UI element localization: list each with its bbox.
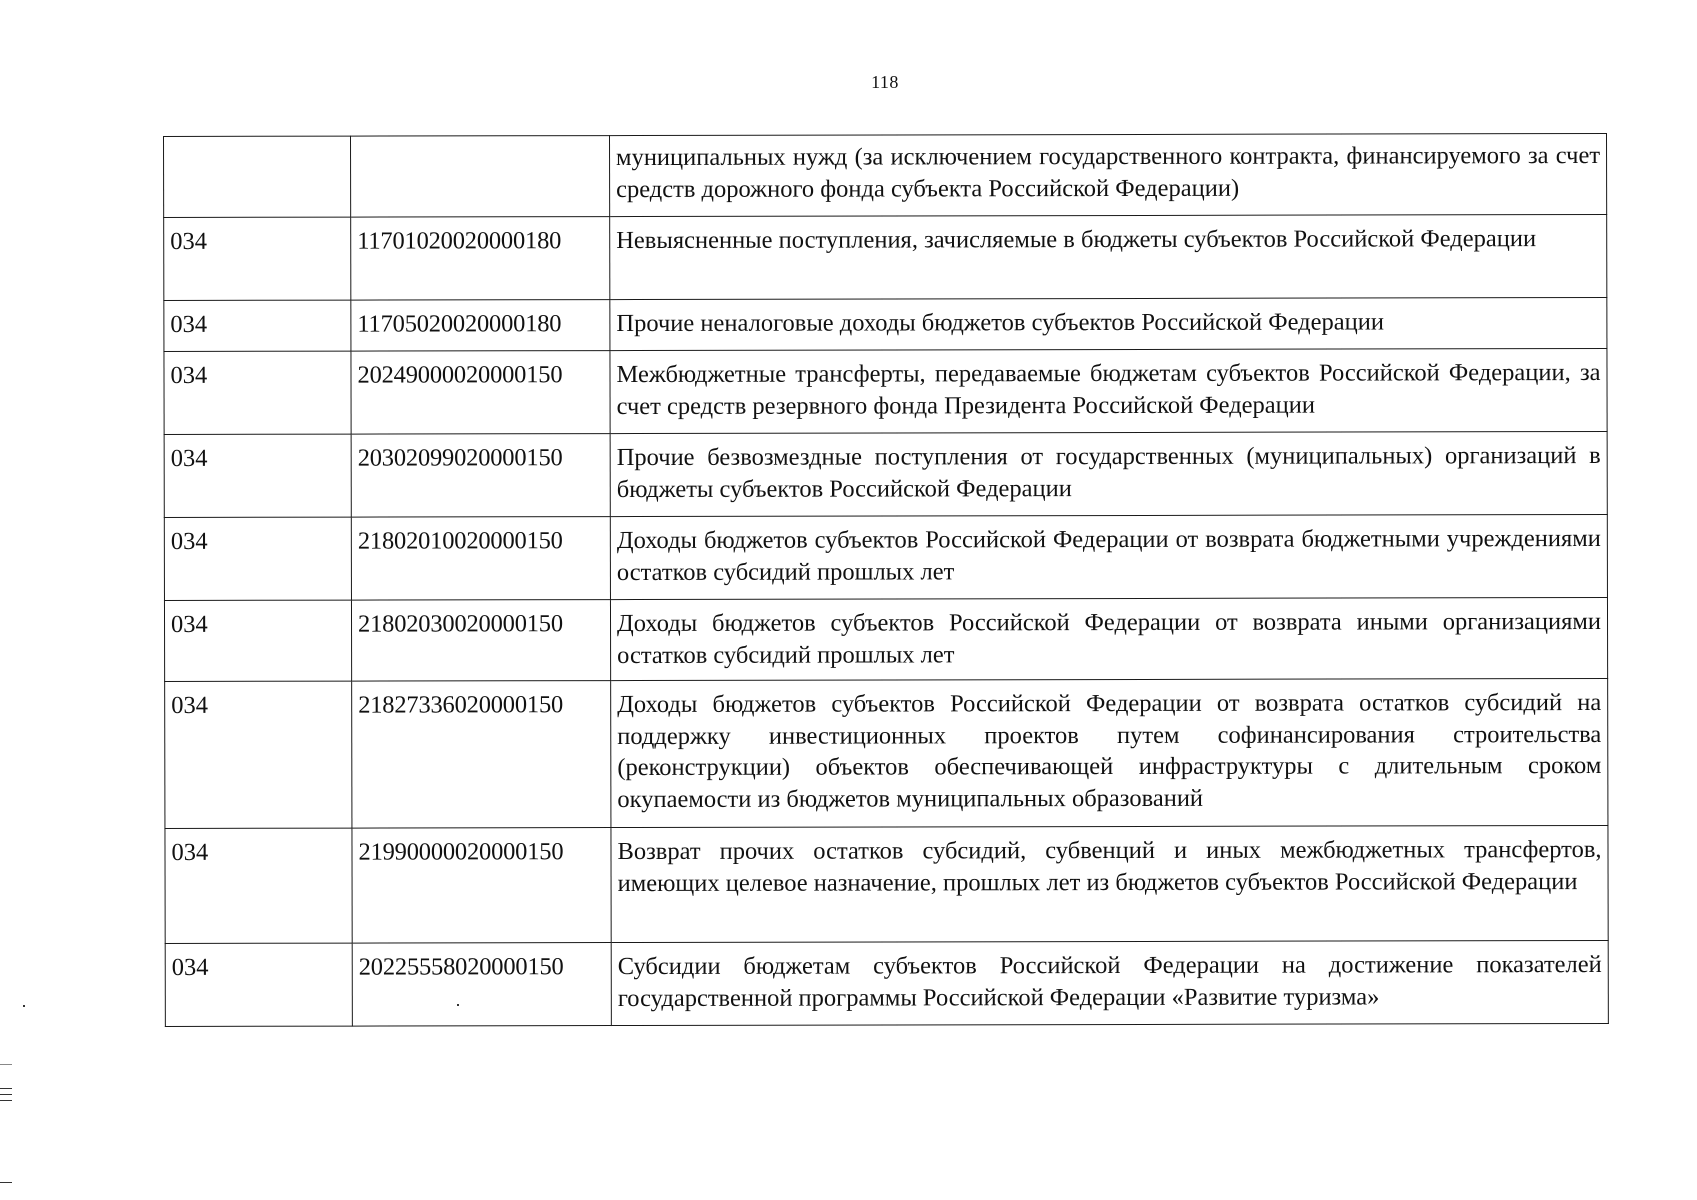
scan-artifact-line (0, 1088, 12, 1089)
page-number: 118 (871, 72, 899, 92)
table-row (164, 597, 1607, 681)
budget-code-cell: 11701020020000180 (351, 217, 610, 301)
table-row (164, 431, 1607, 517)
admin-code-cell: 034 (164, 217, 351, 300)
table-row (164, 214, 1607, 300)
budget-code-cell (351, 136, 610, 218)
scan-artifact-line (0, 1100, 12, 1101)
budget-code-cell: 21827336020000150 (352, 681, 611, 829)
budget-code-cell: 21802030020000150 (351, 600, 610, 682)
revenue-name-cell: Прочие неналоговые доходы бюджетов субъектов Российской Федерации (610, 297, 1607, 350)
revenue-name-cell: Прочие безвозмездные поступления от государственных (муниципальных) организаций в бюджеты субъектов Российской Федерации (610, 431, 1607, 516)
admin-code-cell (164, 136, 351, 217)
table-row (164, 133, 1607, 217)
budget-code-cell: 20302099020000150 (351, 434, 610, 518)
budget-code-cell: 20249000020000150 (351, 351, 610, 435)
revenue-name-cell: Доходы бюджетов субъектов Российской Федерации от возврата бюджетными учреждениями остатков субсидий прошлых лет (610, 514, 1607, 599)
budget-revenue-table (163, 133, 1609, 1027)
table-row (164, 297, 1607, 351)
table-row (165, 940, 1608, 1026)
admin-code-cell: 034 (165, 828, 352, 943)
scan-artifact-line (0, 1182, 12, 1183)
admin-code-cell: 034 (165, 943, 352, 1026)
admin-code-cell: 034 (164, 600, 351, 681)
budget-code-cell: 21990000020000150 (352, 828, 611, 944)
revenue-name-cell: Доходы бюджетов субъектов Российской Федерации от возврата иными организациями остатков субсидий прошлых лет (610, 597, 1607, 680)
scan-artifact-line (0, 1064, 12, 1065)
admin-code-cell: 034 (164, 300, 351, 351)
revenue-name-cell: муниципальных нужд (за исключением государственного контракта, финансируемого за счет средств дорожного фонда субъекта Российской Федерации) (610, 133, 1607, 216)
admin-code-cell: 034 (164, 517, 351, 600)
table-row (165, 825, 1608, 943)
revenue-name-cell: Субсидии бюджетам субъектов Российской Федерации на достижение показателей государственной программы Российской Федерации «Развитие туризма» (611, 940, 1608, 1025)
scan-artifact-dot (457, 1004, 459, 1006)
budget-code-cell: 20225558020000150 (352, 943, 611, 1027)
admin-code-cell: 034 (164, 351, 351, 434)
scan-artifact-line (0, 1094, 12, 1095)
budget-code-cell: 21802010020000150 (351, 517, 610, 601)
revenue-name-cell: Возврат прочих остатков субсидий, субвенций и иных межбюджетных трансфертов, имеющих целевое назначение, прошлых лет из бюджетов субъектов Российской Федерации (611, 825, 1608, 942)
revenue-name-cell: Межбюджетные трансферты, передаваемые бюджетам субъектов Российской Федерации, за счет средств резервного фонда Президента Российской Федерации (610, 348, 1607, 433)
revenue-name-cell: Доходы бюджетов субъектов Российской Федерации от возврата остатков субсидий на поддержку инвестиционных проектов путем софинансирования строительства (реконструкции) объектов обеспечивающей инфраструктуры с длительным сроком окупаемости из бюджетов муниципальных образований (611, 678, 1608, 827)
admin-code-cell: 034 (165, 681, 352, 828)
admin-code-cell: 034 (164, 434, 351, 517)
revenue-name-cell: Невыясненные поступления, зачисляемые в бюджеты субъектов Российской Федерации (610, 214, 1607, 299)
scan-artifact-dot (23, 1005, 25, 1007)
table-row (164, 348, 1607, 434)
table-row (165, 678, 1608, 828)
table-row (164, 514, 1607, 600)
budget-code-cell: 11705020020000180 (351, 300, 610, 352)
